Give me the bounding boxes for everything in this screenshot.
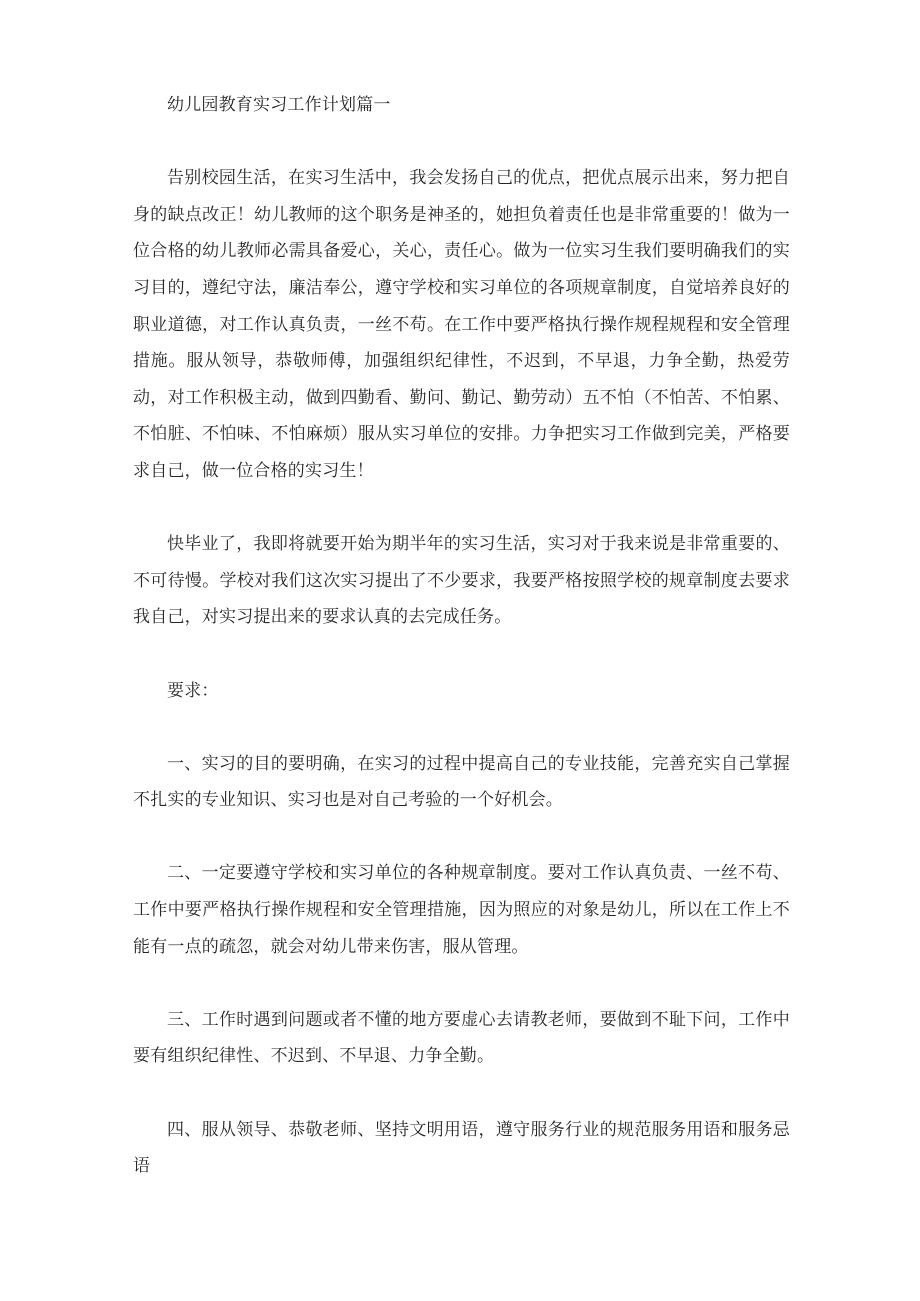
paragraph-requirements-heading: 要求： — [167, 680, 219, 700]
document-title: 幼儿园教育实习工作计划篇一 — [167, 95, 391, 114]
paragraph-intro: 告别校园生活，在实习生活中，我会发扬自己的优点，把优点展示出来，努力把自身的缺点改正！幼儿教师的这个职务是神圣的，她担负着责任也是非常重要的！做为一位合格的幼儿教师必需具备爱心，关心，责任心。做为一位实习生我们要明确我们的实习目的，遵纪守法，廉洁奉公，遵守学校和实习单位的各项规章制度，自觉培养良好的职业道德，对工作认真负责，一丝不苟。在工作中要严格执行操作规程规程和安全管理措施。服从领导，恭敬师傅，加强组织纪律性，不迟到，不早退，力争全勤，热爱劳动，对工作积极主动，做到四勤看、勤问、勤记、勤劳动）五不怕（不怕苦、不怕累、不怕脏、不怕味、不怕麻烦）服从实习单位的安排。力争把实习工作做到完美，严格要求自己，做一位合格的实习生！ — [133, 168, 790, 480]
paragraph-requirement-2: 二、一定要遵守学校和实习单位的各种规章制度。要对工作认真负责、一丝不苟、工作中要严格执行操作规程和安全管理措施，因为照应的对象是幼儿，所以在工作上不能有一点的疏忽，就会对幼儿带来伤害，服从管理。 — [133, 863, 790, 956]
paragraph-requirement-1: 一、实习的目的要明确，在实习的过程中提高自己的专业技能，完善充实自己掌握不扎实的专业知识、实习也是对自己考验的一个好机会。 — [133, 753, 790, 810]
paragraph-requirement-4: 四、服从领导、恭敬老师、坚持文明用语，遵守服务行业的规范服务用语和服务忌语 — [133, 1119, 790, 1176]
paragraph-requirement-3: 三、工作时遇到问题或者不懂的地方要虚心去请教老师，要做到不耻下问，工作中要有组织纪律性、不迟到、不早退、力争全勤。 — [133, 1009, 790, 1066]
paragraph-graduation: 快毕业了，我即将就要开始为期半年的实习生活，实习对于我来说是非常重要的、不可待慢。学校对我们这次实习提出了不少要求，我要严格按照学校的规章制度去要求我自己，对实习提出来的要求认真的去完成任务。 — [133, 534, 790, 627]
